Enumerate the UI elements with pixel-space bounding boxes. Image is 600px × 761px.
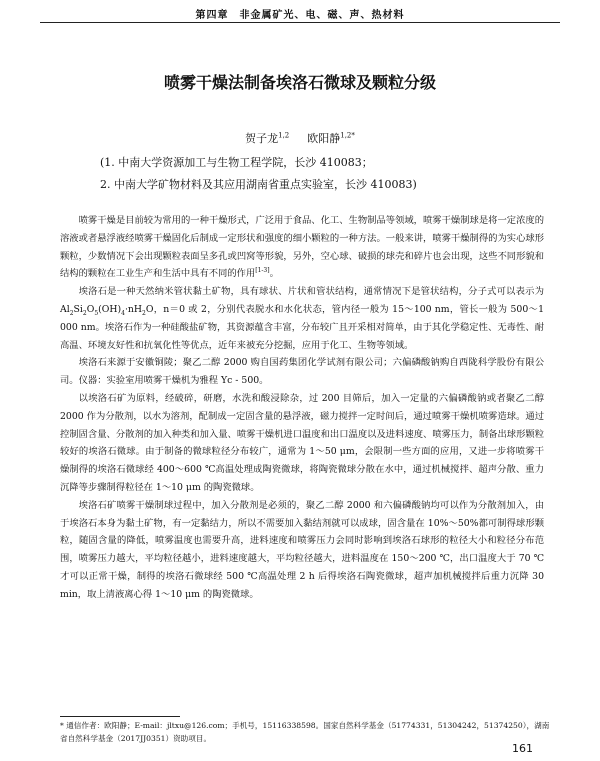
paragraph-methods: 以埃洛石矿为原料，经破碎，研磨，水洗和酸浸除杂，过 200 目筛后，加入一定量的六偏磷酸钠或者聚乙二醇 2000 作为分散剂，以水为溶剂，配制成一定固含量的悬浮液，磁力搅拌一定时间后，通过喷雾干燥机喷雾造球。通过控制固含量、分散剂的加入种类和加入量、喷雾干燥机进口温度和出口温度以及进料速度、喷雾压力，制备出球形颗粒较好的埃洛石微球。由于制备的微球粒径分布较广，通常为 1～50 μm，会限制一些方面的应用，又进一步将喷雾干燥制得的埃洛石微球经 400～600 ℃高温处理成陶瓷微球，将陶瓷微球分散在水中，通过机械搅拌、超声分散、重力沉降等步骤制得粒径在 1～10 μm 的陶瓷微球。 [60,392,544,493]
paragraph-materials: 埃洛石来源于安徽铜陵；聚乙二醇 2000 购自国药集团化学试剂有限公司；六偏磷酸钠购自西陇科学股份有限公司。仪器：实验室用喷雾干燥机为雅程 Yc - 500。 [60,357,544,387]
page-number: 161 [512,742,533,755]
citation-ref: [1-3] [255,267,270,275]
author-2-affiliation-mark: 1,2* [340,131,355,140]
p2-text-a: 埃洛石是一种天然纳米管状黏土矿物，具有球状、片状和管状结构，通常情况下是管状结构，分子式可以表示为 Al [60,286,544,315]
p2-sub-2: 2 [82,309,87,317]
paragraph-halloysite [60,283,544,354]
p2-sub-4: 4 [121,309,125,317]
paragraph-intro [60,212,544,283]
p2-text-f: O，n＝0 或 2，分别代表脱水和水化状态，管内径一般为 15～100 nm，管长一般为 500～1 000 nm。埃洛石作为一种硅酸盐矿物，其资源蕴含丰富，分布较广且开采相对简单，由于其化学稳定性、无毒性、耐高温、环境友好性和抗氧化性等优点，近年来被充分挖掘，应用于化工、生物等领域。 [60,303,544,351]
p2-sub-1: 2 [69,309,74,317]
affiliation-2: 2. 中南大学矿物材料及其应用湖南省重点实验室，长沙 410083) [100,178,417,191]
header-rule [40,22,560,23]
running-head: 第四章 非金属矿光、电、磁、声、热材料 [195,10,405,21]
p2-text-b: Si [73,303,83,315]
footnote-rule [60,716,180,717]
paragraph-intro-end: 。 [269,268,279,280]
author-line [40,130,560,146]
body-text [60,212,544,604]
p2-sub-3: 5 [94,309,99,317]
p2-sub-5: 2 [142,309,146,317]
footnote: * 通信作者：欧阳静；E-mail：jltxu@126.com；手机号，15116338598。国家自然科学基金（51774331，51304242，51374250），湖南省自然科学基金（2017JJ0351）资助项目。 [60,721,550,743]
p2-text-c: O [86,303,95,315]
paragraph-intro-text: 喷雾干燥是目前较为常用的一种干燥形式，广泛用于食品、化工、生物制品等领域，喷雾干燥制球是将一定浓度的溶液或者悬浮液经喷雾干燥固化后制成一定形状和强度的细小颗粒的一种方法。一般来讲，喷雾干燥制得的为实心球形颗粒，少数情况下会出现颗粒表面呈多孔或凹窝等形貌，另外，空心球、破损的球壳和碎片也会出现，这些不同形貌和结构的颗粒在工业生产和生活中具有不同的作用 [60,215,544,280]
paper-title: 喷雾干燥法制备埃洛石微球及颗粒分级 [163,73,436,92]
p2-text-d: (OH) [98,303,122,315]
author-1-name: 贺子龙 [245,132,279,145]
author-1-affiliation-mark: 1,2 [278,131,290,140]
affiliation-1: (1. 中南大学资源加工与生物工程学院，长沙 410083； [100,156,373,169]
p2-text-e: ·nH [124,303,143,315]
author-2-name: 欧阳静 [307,132,341,145]
paragraph-results: 埃洛石矿喷雾干燥制球过程中，加入分散剂是必须的，聚乙二醇 2000 和六偏磷酸钠均可以作为分散剂加入，由于埃洛石本身为黏土矿物，有一定黏结力，所以不需要加入黏结剂就可以成球，固含量在 10%～50%都可制得球形颗粒，随固含量的降低，喷雾温度也需要升高，进料速度和喷雾压力会同时影响到埃洛石球形的粒径大小和粒径分布范围，喷雾压力越大，平均粒径越小，进料速度越大，平均粒径越大，进料温度在 150～200 ℃，出口温度大于 70 ℃才可以正常干燥，制得的埃洛石微球经 500 ℃高温处理 2 h 后得埃洛石陶瓷微球，超声加机械搅拌后重力沉降 30 min，取上清液离心得 1～10 μm 的陶瓷微球。 [60,499,544,600]
